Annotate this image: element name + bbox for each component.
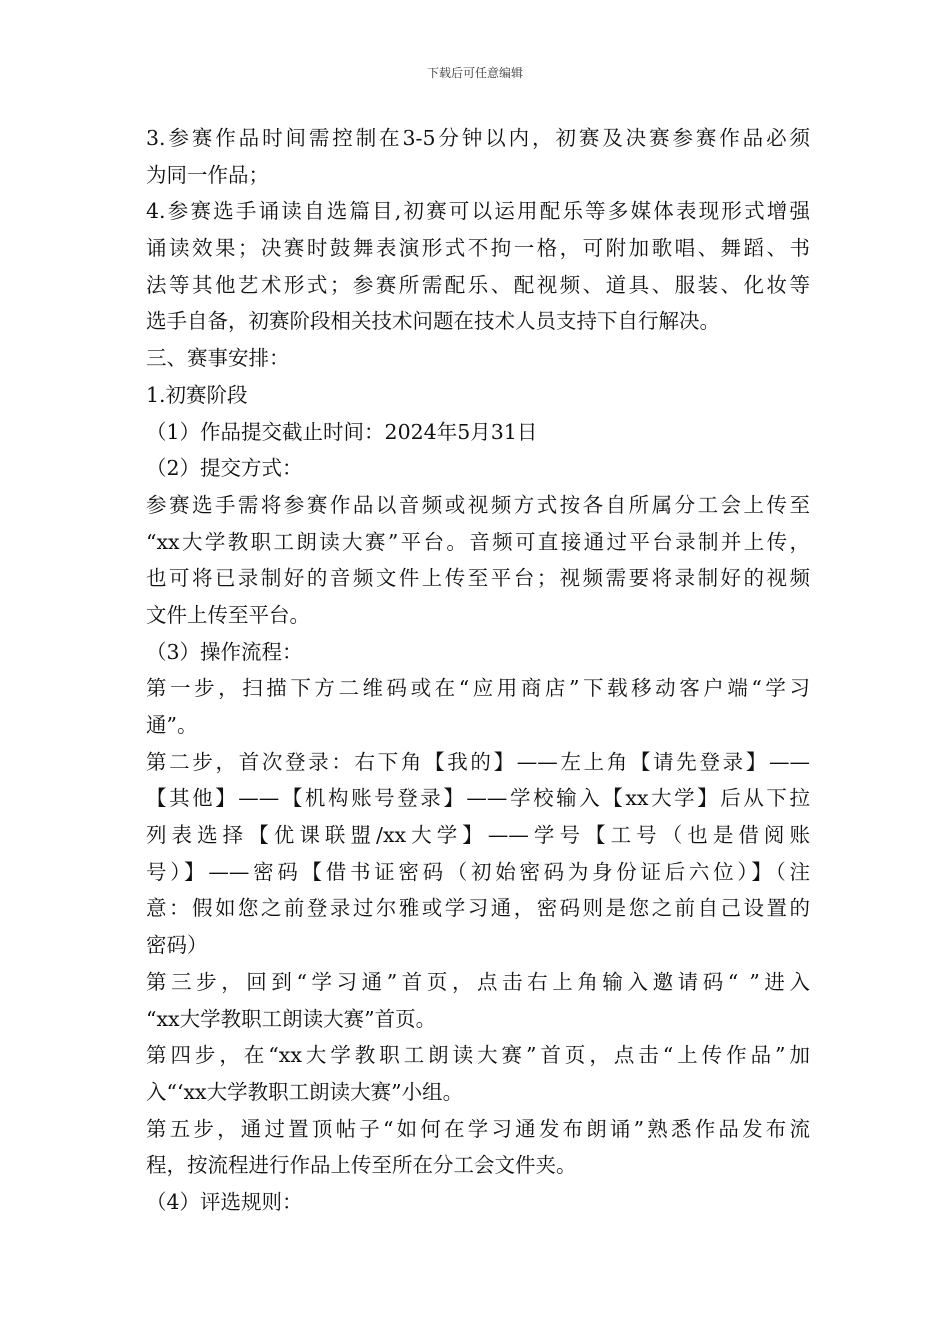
text-line: 4.参赛选手诵读自选篇目,初赛可以运用配乐等多媒体表现形式增强 [146,199,810,224]
text-line: 密码） [146,933,208,958]
text-line: 1.初赛阶段 [146,382,248,407]
text-line: 【其他】——【机构账号登录】——学校输入【xx大学】后从下拉 [146,786,810,811]
text-line: 第五步，通过置顶帖子“如何在学习通发布朗诵”熟悉作品发布流 [146,1116,810,1141]
text-line: 3.参赛作品时间需控制在3-5分钟以内，初赛及决赛参赛作品必须 [146,126,810,150]
page-header: 下载后可任意编辑 [426,66,523,80]
text-line: 选手自备，初赛阶段相关技术问题在技术人员支持下自行解决。 [146,309,720,334]
text-line: 也可将已录制好的音频文件上传至平台；视频需要将录制好的视频 [146,566,810,591]
text-line: 文件上传至平台。 [146,602,310,627]
text-line: 第二步，首次登录：右下角【我的】——左上角【请先登录】—— [146,749,810,774]
text-line: 第一步，扫描下方二维码或在“应用商店”下载移动客户端“学习 [146,676,810,701]
text-line: 三、赛事安排： [146,346,290,371]
text-line: 入“‘xx大学教职工朗读大赛”小组。 [146,1079,464,1104]
text-line: “xx大学教职工朗读大赛”平台。音频可直接通过平台录制并上传， [146,529,810,554]
text-line: 第四步，在“xx大学教职工朗读大赛”首页，点击“上传作品”加 [146,1043,810,1068]
text-line: 列表选择【优课联盟/xx大学】——学号【工号（也是借阅账 [146,823,810,848]
text-line: “xx大学教职工朗读大赛”首页。 [146,1006,437,1031]
text-line: 第三步，回到“学习通”首页，点击右上角输入邀请码“ ”进入 [146,969,810,994]
text-line: （3）操作流程： [146,639,303,664]
text-line: 通”。 [146,713,198,737]
text-line: 法等其他艺术形式；参赛所需配乐、配视频、道具、服装、化妆等 [146,272,810,297]
text-line: 意：假如您之前登录过尔雅或学习通，密码则是您之前自己设置的 [146,896,810,921]
text-line: 号）】——密码【借书证密码（初始密码为身份证后六位）】（注 [146,859,810,884]
text-line: （4）评选规则： [146,1189,303,1214]
document-body [146,120,810,1221]
text-line: （1）作品提交截止时间：2024年5月31日 [146,419,538,444]
text-line: 程，按流程进行作品上传至所在分工会文件夹。 [146,1153,577,1178]
text-line: 为同一作品； [146,162,269,187]
text-line: （2）提交方式： [146,456,303,481]
text-line: 诵读效果；决赛时鼓舞表演形式不拘一格，可附加歌唱、舞蹈、书 [146,236,810,261]
text-line: 参赛选手需将参赛作品以音频或视频方式按各自所属分工会上传至 [146,492,810,517]
